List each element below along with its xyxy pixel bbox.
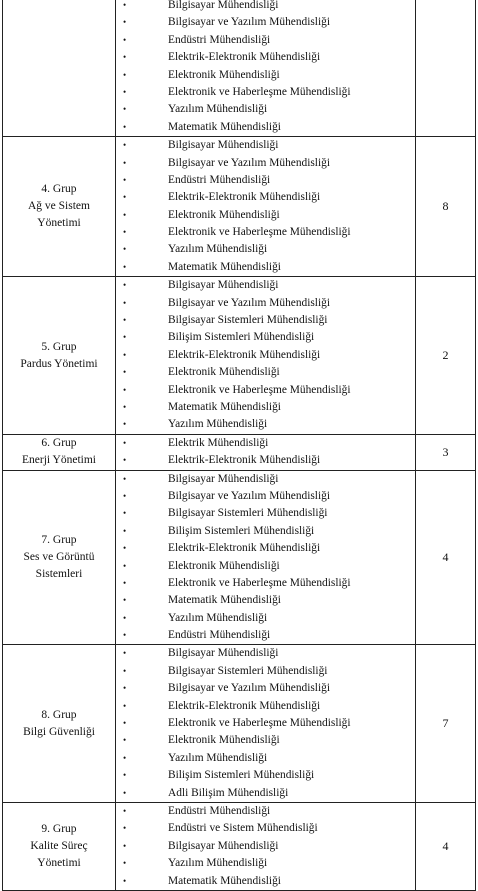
group-name-cell (3, 0, 116, 137)
group-name-cell (3, 434, 116, 470)
department-name: Elektronik ve Haberleşme Mühendisliği (168, 383, 351, 396)
department-name: Endüstri ve Sistem Mühendisliği (168, 822, 318, 835)
department-name: Endüstri Mühendisliği (168, 33, 271, 46)
bullet-icon: • (123, 525, 127, 536)
group-name-cell (3, 277, 116, 435)
group-count: 4 (416, 802, 476, 890)
department-name: Matematik Mühendisliği (168, 874, 281, 887)
department-name: Elektrik-Elektronik Mühendisliği (168, 699, 321, 712)
department-item (116, 49, 415, 66)
department-item (116, 767, 415, 784)
group-name-line: 4. Grup (41, 183, 77, 196)
department-item (116, 732, 415, 749)
department-item (116, 785, 415, 802)
department-list-cell (116, 645, 416, 803)
group-table-body (3, 0, 476, 890)
group-count: 2 (416, 277, 476, 435)
department-name: Bilgisayar Mühendisliği (168, 139, 279, 152)
bullet-icon: • (123, 805, 127, 816)
bullet-icon: • (123, 192, 127, 203)
group-name-line: 6. Grup (41, 437, 77, 450)
department-item (116, 750, 415, 767)
department-item (116, 680, 415, 697)
bullet-icon: • (123, 384, 127, 395)
department-item (116, 523, 415, 540)
department-item (116, 14, 415, 31)
department-item (116, 67, 415, 84)
department-name: Bilişim Sistemleri Mühendisliği (168, 524, 315, 537)
department-item (116, 101, 415, 118)
department-name: Elektrik-Elektronik Mühendisliği (168, 51, 321, 64)
bullet-icon: • (123, 315, 127, 326)
department-name: Bilgisayar Mühendisliği (168, 0, 279, 11)
department-item (116, 207, 415, 224)
bullet-icon: • (123, 823, 127, 834)
bullet-icon: • (123, 227, 127, 238)
bullet-icon: • (123, 52, 127, 63)
department-item (116, 119, 415, 136)
bullet-icon: • (123, 401, 127, 412)
department-item (116, 189, 415, 206)
bullet-icon: • (123, 612, 127, 623)
department-item (116, 803, 415, 820)
group-row (3, 470, 476, 645)
department-name: Elektronik Mühendisliği (168, 68, 280, 81)
department-name: Yazılım Mühendisliği (168, 418, 268, 431)
department-list-cell (116, 802, 416, 890)
department-item (116, 382, 415, 399)
department-name: Bilgisayar ve Yazılım Mühendisliği (168, 296, 330, 309)
bullet-icon: • (123, 349, 127, 360)
department-name: Matematik Mühendisliği (168, 260, 281, 273)
bullet-icon: • (123, 858, 127, 869)
group-name-cell (3, 470, 116, 645)
bullet-icon: • (123, 473, 127, 484)
group-table (2, 0, 476, 891)
bullet-icon: • (123, 34, 127, 45)
department-name: Bilgisayar Sistemleri Mühendisliği (168, 664, 328, 677)
group-count: 4 (416, 470, 476, 645)
bullet-icon: • (123, 735, 127, 746)
group-row (3, 277, 476, 435)
department-item (116, 295, 415, 312)
bullet-icon: • (123, 648, 127, 659)
bullet-icon: • (123, 683, 127, 694)
bullet-icon: • (123, 209, 127, 220)
department-list-cell (116, 137, 416, 277)
bullet-icon: • (123, 752, 127, 763)
group-row (3, 434, 476, 470)
department-name: Yazılım Mühendisliği (168, 243, 268, 256)
department-name: Matematik Mühendisliği (168, 400, 281, 413)
department-name: Yazılım Mühendisliği (168, 103, 268, 116)
group-name-line: Yönetimi (37, 217, 81, 230)
bullet-icon: • (123, 875, 127, 886)
department-list-cell (116, 434, 416, 470)
department-name: Bilgisayar Sistemleri Mühendisliği (168, 507, 328, 520)
department-name: Bilişim Sistemleri Mühendisliği (168, 769, 315, 782)
department-name: Matematik Mühendisliği (168, 120, 281, 133)
department-name: Yazılım Mühendisliği (168, 611, 268, 624)
group-name-line: 8. Grup (41, 708, 77, 721)
department-item (116, 364, 415, 381)
department-item (116, 471, 415, 488)
department-item (116, 488, 415, 505)
department-name: Bilgisayar Mühendisliği (168, 472, 279, 485)
department-item (116, 540, 415, 557)
department-name: Elektronik ve Haberleşme Mühendisliği (168, 717, 351, 730)
department-item (116, 329, 415, 346)
department-item (116, 32, 415, 49)
department-item (116, 399, 415, 416)
bullet-icon: • (123, 332, 127, 343)
department-item (116, 505, 415, 522)
group-count (416, 0, 476, 137)
department-name: Adli Bilişim Mühendisliği (168, 786, 289, 799)
group-name-line: Enerji Yönetimi (22, 454, 96, 467)
bullet-icon: • (123, 86, 127, 97)
department-name: Elektrik Mühendisliği (168, 436, 269, 449)
group-name-cell (3, 802, 116, 890)
group-name-line: Sistemleri (35, 568, 83, 580)
department-item (116, 558, 415, 575)
bullet-icon: • (123, 297, 127, 308)
group-row (3, 645, 476, 803)
department-item (116, 0, 415, 14)
department-list-cell (116, 0, 416, 137)
department-list (116, 803, 415, 890)
department-name: Bilgisayar ve Yazılım Mühendisliği (168, 682, 330, 695)
bullet-icon: • (123, 0, 127, 10)
department-name: Bilgisayar Mühendisliği (168, 279, 279, 292)
group-name-line: Yönetimi (37, 856, 81, 869)
department-name: Elektrik-Elektronik Mühendisliği (168, 348, 321, 361)
bullet-icon: • (123, 69, 127, 80)
department-item (116, 698, 415, 715)
bullet-icon: • (123, 718, 127, 729)
department-item (116, 627, 415, 644)
department-name: Elektronik Mühendisliği (168, 366, 280, 379)
bullet-icon: • (123, 367, 127, 378)
group-row (3, 0, 476, 137)
department-item (116, 277, 415, 294)
bullet-icon: • (123, 419, 127, 430)
bullet-icon: • (123, 630, 127, 641)
department-item (116, 435, 415, 452)
department-list (116, 137, 415, 276)
department-name: Elektrik-Elektronik Mühendisliği (168, 454, 321, 467)
group-name-line: 5. Grup (41, 340, 77, 353)
department-item (116, 663, 415, 680)
department-item (116, 575, 415, 592)
department-item (116, 312, 415, 329)
bullet-icon: • (123, 104, 127, 115)
bullet-icon: • (123, 595, 127, 606)
department-item (116, 416, 415, 433)
department-item (116, 224, 415, 241)
department-name: Bilgisayar ve Yazılım Mühendisliği (168, 489, 330, 502)
department-item (116, 715, 415, 732)
department-list (116, 645, 415, 802)
group-count: 3 (416, 434, 476, 470)
department-name: Elektronik Mühendisliği (168, 559, 280, 572)
department-item (116, 592, 415, 609)
bullet-icon: • (123, 770, 127, 781)
department-item (116, 84, 415, 101)
department-item (116, 820, 415, 837)
bullet-icon: • (123, 508, 127, 519)
bullet-icon: • (123, 455, 127, 466)
department-name: Bilgisayar Mühendisliği (168, 647, 279, 660)
bullet-icon: • (123, 840, 127, 851)
department-name: Bilgisayar ve Yazılım Mühendisliği (168, 156, 330, 169)
department-name: Elektronik ve Haberleşme Mühendisliği (168, 226, 351, 239)
bullet-icon: • (123, 121, 127, 132)
department-name: Elektrik-Elektronik Mühendisliği (168, 191, 321, 204)
department-item (116, 347, 415, 364)
group-name-line: Ağ ve Sistem (28, 200, 90, 213)
department-name: Elektronik ve Haberleşme Mühendisliği (168, 576, 351, 589)
group-name-line: Pardus Yönetimi (20, 357, 98, 370)
department-name: Endüstri Mühendisliği (168, 804, 271, 817)
bullet-icon: • (123, 157, 127, 168)
group-count: 7 (416, 645, 476, 803)
department-name: Bilişim Sistemleri Mühendisliği (168, 331, 315, 344)
department-item (116, 645, 415, 662)
department-list (116, 471, 415, 645)
bullet-icon: • (123, 787, 127, 798)
department-name: Matematik Mühendisliği (168, 594, 281, 607)
group-name-line: Ses ve Görüntü (23, 551, 95, 563)
department-list (116, 277, 415, 434)
department-item (116, 838, 415, 855)
department-name: Elektronik Mühendisliği (168, 208, 280, 221)
department-name: Elektronik Mühendisliği (168, 734, 280, 747)
group-row (3, 802, 476, 890)
department-list (116, 0, 415, 136)
department-item (116, 259, 415, 276)
bullet-icon: • (123, 700, 127, 711)
department-name: Bilgisayar ve Yazılım Mühendisliği (168, 16, 330, 29)
department-item (116, 137, 415, 154)
department-item (116, 155, 415, 172)
group-count: 8 (416, 137, 476, 277)
bullet-icon: • (123, 280, 127, 291)
department-item (116, 873, 415, 890)
group-name-line: 7. Grup (41, 534, 77, 546)
department-name: Endüstri Mühendisliği (168, 173, 271, 186)
department-item (116, 241, 415, 258)
department-item (116, 452, 415, 469)
department-item (116, 172, 415, 189)
department-name: Yazılım Mühendisliği (168, 857, 268, 870)
bullet-icon: • (123, 261, 127, 272)
department-list (116, 435, 415, 470)
department-item (116, 855, 415, 872)
department-name: Endüstri Mühendisliği (168, 629, 271, 642)
department-name: Elektrik-Elektronik Mühendisliği (168, 542, 321, 555)
group-row (3, 137, 476, 277)
bullet-icon: • (123, 244, 127, 255)
bullet-icon: • (123, 543, 127, 554)
group-name-line: Bilgi Güvenliği (23, 725, 95, 738)
department-name: Elektronik ve Haberleşme Mühendisliği (168, 85, 351, 98)
department-item (116, 610, 415, 627)
bullet-icon: • (123, 17, 127, 28)
bullet-icon: • (123, 174, 127, 185)
bullet-icon: • (123, 560, 127, 571)
bullet-icon: • (123, 577, 127, 588)
bullet-icon: • (123, 665, 127, 676)
department-list-cell (116, 470, 416, 645)
group-name-cell (3, 137, 116, 277)
department-name: Bilgisayar Mühendisliği (168, 839, 279, 852)
bullet-icon: • (123, 437, 127, 448)
department-name: Yazılım Mühendisliği (168, 751, 268, 764)
group-name-cell (3, 645, 116, 803)
group-name-line: Kalite Süreç (30, 839, 88, 852)
group-name-line: 9. Grup (41, 822, 77, 835)
department-list-cell (116, 277, 416, 435)
department-name: Bilgisayar Sistemleri Mühendisliği (168, 314, 328, 327)
bullet-icon: • (123, 490, 127, 501)
bullet-icon: • (123, 140, 127, 151)
